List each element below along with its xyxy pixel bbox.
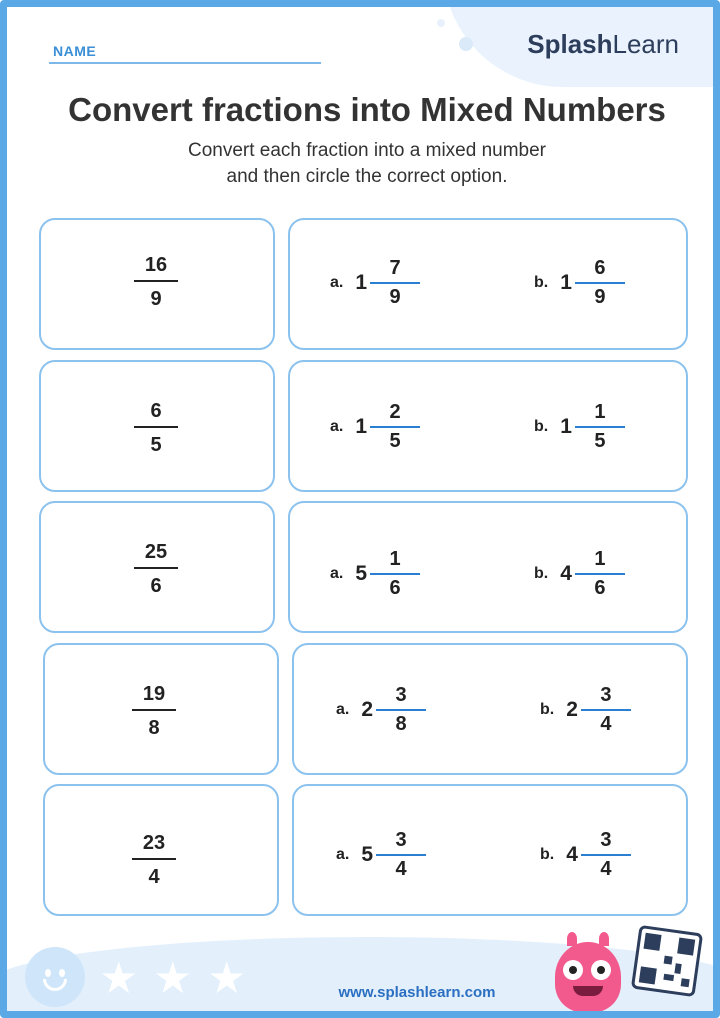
star-icon: ★: [207, 953, 247, 1004]
option-b[interactable]: [540, 685, 631, 735]
mixed-fraction: [370, 258, 420, 308]
fraction-numerator: 3: [600, 684, 612, 706]
whole-number: 2: [361, 698, 374, 721]
fraction-denominator: 6: [389, 577, 401, 599]
qr-code-icon[interactable]: [631, 925, 703, 997]
fraction-numerator: 19: [142, 683, 166, 705]
improper-fraction: [124, 683, 184, 739]
name-field-line[interactable]: [49, 62, 321, 64]
fraction-denominator: 9: [594, 286, 606, 308]
header-dot: [459, 37, 473, 51]
fraction-numerator: 3: [395, 829, 407, 851]
option-letter: b.: [534, 565, 549, 582]
fraction-numerator: 16: [144, 254, 168, 276]
qr-block: [663, 974, 674, 981]
fraction-denominator: 5: [389, 430, 401, 452]
mixed-fraction: [376, 685, 426, 735]
fraction-bar: [370, 573, 420, 575]
fraction-numerator: 1: [389, 548, 401, 570]
worksheet-title: Convert fractions into Mixed Numbers: [68, 91, 666, 128]
whole-number: 2: [566, 698, 578, 721]
splashlearn-logo: [527, 29, 679, 60]
qr-block: [643, 933, 661, 951]
option-b[interactable]: [534, 402, 625, 452]
improper-fraction: [126, 541, 186, 597]
fraction-numerator: 25: [144, 541, 168, 563]
fraction-bar: [376, 709, 426, 711]
fraction-numerator: 2: [389, 401, 401, 423]
header-dot: [437, 19, 445, 27]
brand-light: Learn: [612, 29, 679, 59]
mixed-fraction: [370, 549, 420, 599]
instruction-line-2: and then circle the correct option.: [226, 166, 508, 187]
fraction-denominator: 4: [600, 858, 612, 880]
fraction-bar: [132, 858, 176, 860]
option-letter: a.: [336, 846, 350, 863]
option-a[interactable]: [336, 685, 426, 735]
fraction-bar: [134, 426, 178, 428]
fraction-numerator: 6: [594, 257, 606, 279]
option-a[interactable]: [330, 402, 420, 452]
qr-block: [677, 937, 695, 955]
mixed-fraction: [376, 830, 426, 880]
qr-block: [681, 978, 690, 987]
whole-number: 4: [566, 843, 578, 866]
star-icon: ★: [153, 953, 193, 1004]
smiley-eye: [59, 969, 65, 977]
mixed-fraction: [575, 258, 625, 308]
monster-eye: [563, 960, 583, 980]
fraction-numerator: 3: [600, 829, 612, 851]
smiley-eye: [45, 969, 51, 977]
fraction-denominator: 6: [594, 577, 606, 599]
qr-block: [639, 966, 657, 984]
fraction-denominator: 4: [148, 866, 160, 888]
fraction-card: [43, 643, 279, 775]
instructions: [7, 138, 720, 190]
option-letter: b.: [540, 846, 555, 863]
brand-bold: Splash: [527, 29, 613, 59]
options-card: [288, 360, 688, 492]
fraction-denominator: 6: [150, 575, 162, 597]
name-label: NAME: [53, 43, 97, 59]
fraction-bar: [581, 709, 631, 711]
option-b[interactable]: [534, 549, 625, 599]
qr-block: [664, 956, 673, 965]
qr-block: [674, 963, 681, 974]
whole-number: 5: [361, 843, 374, 866]
fraction-denominator: 8: [148, 717, 160, 739]
option-a[interactable]: [336, 830, 426, 880]
fraction-bar: [376, 854, 426, 856]
fraction-bar: [575, 282, 625, 284]
whole-number: 4: [560, 562, 572, 585]
fraction-card: [39, 360, 275, 492]
options-card: [288, 218, 688, 350]
whole-number: 1: [355, 415, 368, 438]
fraction-card: [39, 218, 275, 350]
fraction-bar: [575, 426, 625, 428]
mixed-fraction: [575, 402, 625, 452]
star-icon: ★: [99, 953, 139, 1004]
fraction-bar: [370, 426, 420, 428]
fraction-bar: [132, 709, 176, 711]
monster-eye: [591, 960, 611, 980]
option-letter: a.: [336, 701, 350, 718]
options-card: [288, 501, 688, 633]
fraction-denominator: 4: [600, 713, 612, 735]
option-letter: b.: [540, 701, 555, 718]
fraction-numerator: 7: [389, 257, 401, 279]
fraction-denominator: 5: [594, 430, 606, 452]
fraction-card: [39, 501, 275, 633]
option-letter: b.: [534, 274, 549, 291]
footer-website[interactable]: www.splashlearn.com: [338, 984, 496, 1001]
fraction-denominator: 9: [150, 288, 162, 310]
fraction-numerator: 23: [142, 832, 166, 854]
fraction-denominator: 5: [150, 434, 162, 456]
fraction-bar: [134, 567, 178, 569]
improper-fraction: [126, 400, 186, 456]
instruction-line-1: Convert each fraction into a mixed number: [187, 140, 546, 161]
mixed-fraction: [581, 830, 631, 880]
option-letter: b.: [534, 418, 549, 435]
option-letter: a.: [330, 565, 344, 582]
monster-mouth: [573, 986, 603, 996]
fraction-denominator: 9: [389, 286, 401, 308]
fraction-numerator: 1: [594, 548, 606, 570]
whole-number: 1: [355, 271, 368, 294]
mixed-fraction: [370, 402, 420, 452]
options-card: [292, 784, 688, 916]
monster-mascot-icon: [555, 942, 621, 1012]
fraction-denominator: 4: [395, 858, 407, 880]
fraction-numerator: 1: [594, 401, 606, 423]
option-a[interactable]: [330, 549, 420, 599]
mixed-fraction: [575, 549, 625, 599]
fraction-numerator: 3: [395, 684, 407, 706]
option-a[interactable]: [330, 258, 420, 308]
mixed-fraction: [581, 685, 631, 735]
option-b[interactable]: [534, 258, 625, 308]
fraction-numerator: 6: [150, 400, 162, 422]
option-letter: a.: [330, 274, 344, 291]
whole-number: 5: [355, 562, 368, 585]
monster-horn: [599, 932, 609, 946]
fraction-denominator: 8: [395, 713, 407, 735]
options-card: [292, 643, 688, 775]
fraction-bar: [575, 573, 625, 575]
fraction-card: [43, 784, 279, 916]
improper-fraction: [126, 254, 186, 310]
option-b[interactable]: [540, 830, 631, 880]
fraction-bar: [581, 854, 631, 856]
option-letter: a.: [330, 418, 344, 435]
whole-number: 1: [560, 271, 572, 294]
monster-horn: [567, 932, 577, 946]
improper-fraction: [124, 832, 184, 888]
fraction-bar: [370, 282, 420, 284]
fraction-bar: [134, 280, 178, 282]
whole-number: 1: [560, 415, 572, 438]
